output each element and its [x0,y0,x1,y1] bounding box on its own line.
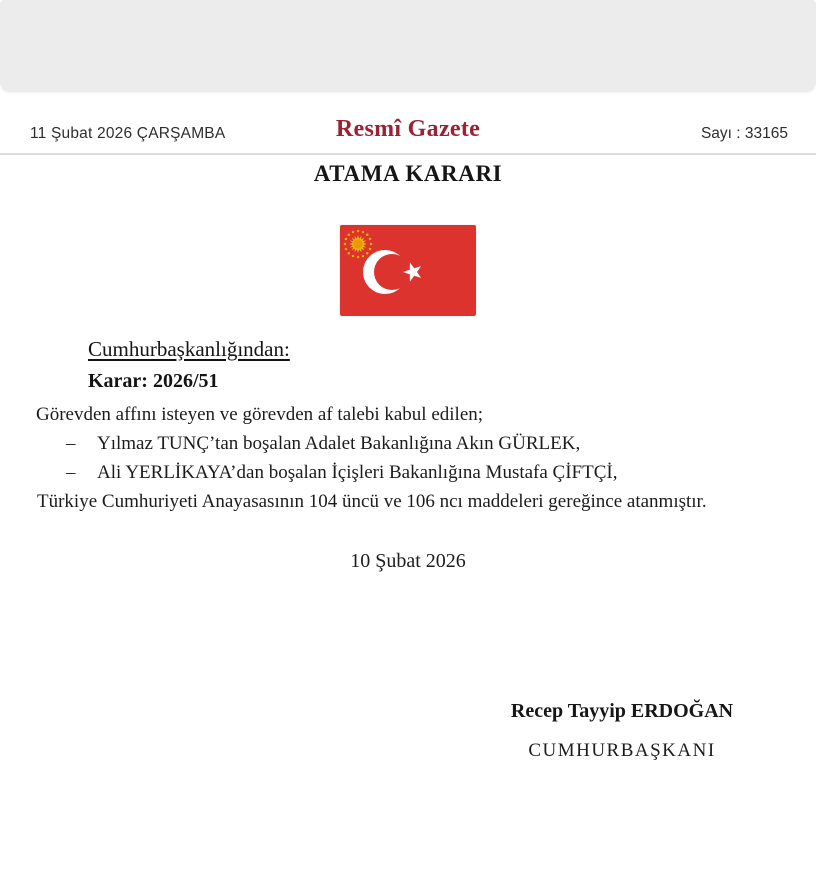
document-heading: ATAMA KARARI [313,161,503,186]
decree-date: 10 Şubat 2026 [350,550,466,572]
item-dash: – [66,462,76,483]
decree-closing: Türkiye Cumhuriyeti Anayasasının 104 üncü ve 106 ncı maddeleri gereğince atanmıştır. [37,491,707,512]
signatory-title: CUMHURBAŞKANI [528,740,716,761]
masthead [0,112,816,154]
item-text: Ali YERLİKAYA’dan boşalan İçişleri Bakanlığına Mustafa ÇİFTÇİ, [97,462,618,483]
masthead-issue-number: Sayı : 33165 [700,125,788,142]
masthead-date: 11 Şubat 2026 ÇARŞAMBA [30,125,226,142]
masthead-divider [0,153,816,155]
decision-number: Karar: 2026/51 [88,370,219,392]
decree-item [66,433,580,455]
turkish-presidential-flag-icon [340,225,476,316]
decree-intro: Görevden affını isteyen ve görevden af talebi kabul edilen; [36,404,484,425]
signature-block [422,700,816,762]
top-gray-bar [0,0,816,92]
decree-item [66,462,617,484]
item-dash: – [66,433,76,454]
masthead-title: Resmî Gazete [335,116,481,142]
signatory-name: Recep Tayyip ERDOĞAN [510,700,734,722]
item-text: Yılmaz TUNÇ’tan boşalan Adalet Bakanlığına Akın GÜRLEK, [97,433,581,454]
issuing-authority: Cumhurbaşkanlığından: [88,337,290,361]
